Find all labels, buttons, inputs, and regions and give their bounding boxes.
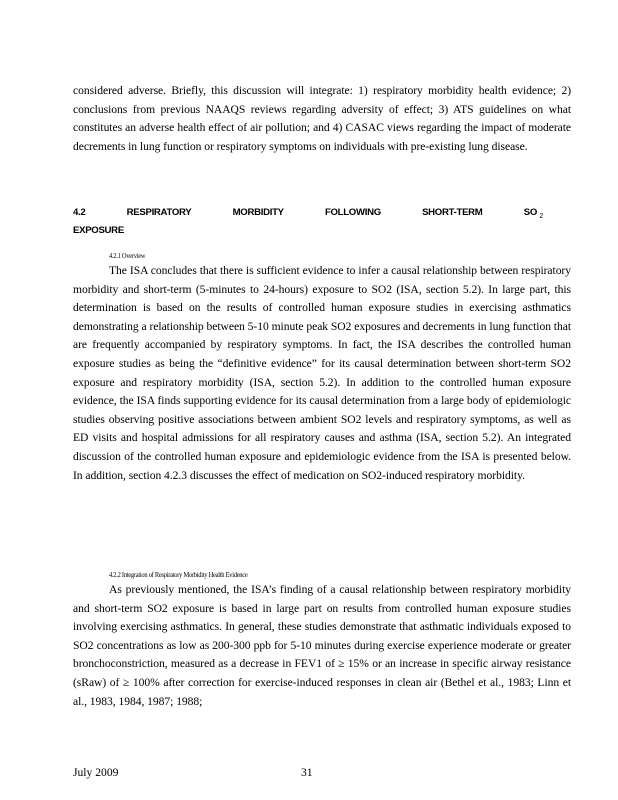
footer-page-number: 31	[301, 766, 313, 779]
integration-paragraph	[73, 581, 571, 711]
overview-paragraph-text: The ISA concludes that there is sufficient evidence to infer a causal relationship between respiratory morbidity and short-term (5-minutes to 24-hours) exposure to SO2 (ISA, section 5.2). In large part, this determination is based on the results of controlled human exposure studies in exercising asthmatics demonstrating a relationship between 5-10 minute peak SO2 exposures and decrements in lung function that are frequently accompanied by respiratory symptoms. In fact, the ISA describes the controlled human exposure studies as being the “definitive evidence” for its causal determination between short-term SO2 exposure and respiratory morbidity (ISA, section 5.2). In addition to the controlled human exposure evidence, the ISA finds supporting evidence for its causal determination from a large body of epidemiologic studies observing positive associations between ambient SO2 levels and respiratory symptoms, as well as ED visits and hospital admissions for all respiratory causes and asthma (ISA, section 5.2). An integrated discussion of the controlled human exposure and epidemiologic evidence from the ISA is presented below. In addition, section 4.2.3 discusses the effect of medication on SO2-induced respiratory morbidity.	[73, 264, 571, 482]
section-number: 4.2	[73, 207, 86, 218]
integration-paragraph-text: As previously mentioned, the ISA’s finding of a causal relationship between respiratory morbidity and short-term SO2 exposure is based in large part on results from controlled human exposure studies involving exercising asthmatics. In general, these studies demonstrate that asthmatic individuals exposed to SO2 concentrations as low as 200-300 ppb for 5-10 minutes during exercise experience moderate or greater bronchoconstriction, measured as a decrease in FEV1 of ≥ 15% or an increase in specific airway resistance (sRaw) of ≥ 100% after correction for exercise-induced responses in clean air (Bethel et al., 1983; Linn et al., 1983, 1984, 1987; 1988;	[73, 583, 571, 708]
section-heading-line-1	[73, 206, 543, 224]
section-word-4: SHORT-TERM	[422, 207, 483, 218]
section-heading	[73, 206, 571, 238]
section-word-3: FOLLOWING	[324, 207, 381, 218]
subsection-heading-overview: 4.2.1 Overview	[109, 252, 146, 260]
intro-paragraph-text: considered adverse. Briefly, this discussion will integrate: 1) respiratory morbidity health evidence; 2) conclusions from previous NAAQS reviews regarding adversity of effect; 3) ATS guidelines on what constitutes an adverse health effect of air pollution; and 4) CASAC views regarding the impact of moderate decrements in lung function or respiratory symptoms on individuals with pre-existing lung disease.	[73, 84, 571, 153]
intro-paragraph	[73, 82, 571, 156]
section-so: SO $_2$	[523, 207, 543, 220]
overview-paragraph	[73, 262, 571, 485]
section-word-1: RESPIRATORY	[126, 207, 192, 218]
section-word-2: MORBIDITY	[232, 207, 284, 218]
subsection-heading-integration: 4.2.2 Integration of Respiratory Morbidity Health Evidence	[109, 571, 248, 579]
footer-date: July 2009	[73, 766, 119, 779]
section-heading-line-2: EXPOSURE	[73, 225, 124, 236]
